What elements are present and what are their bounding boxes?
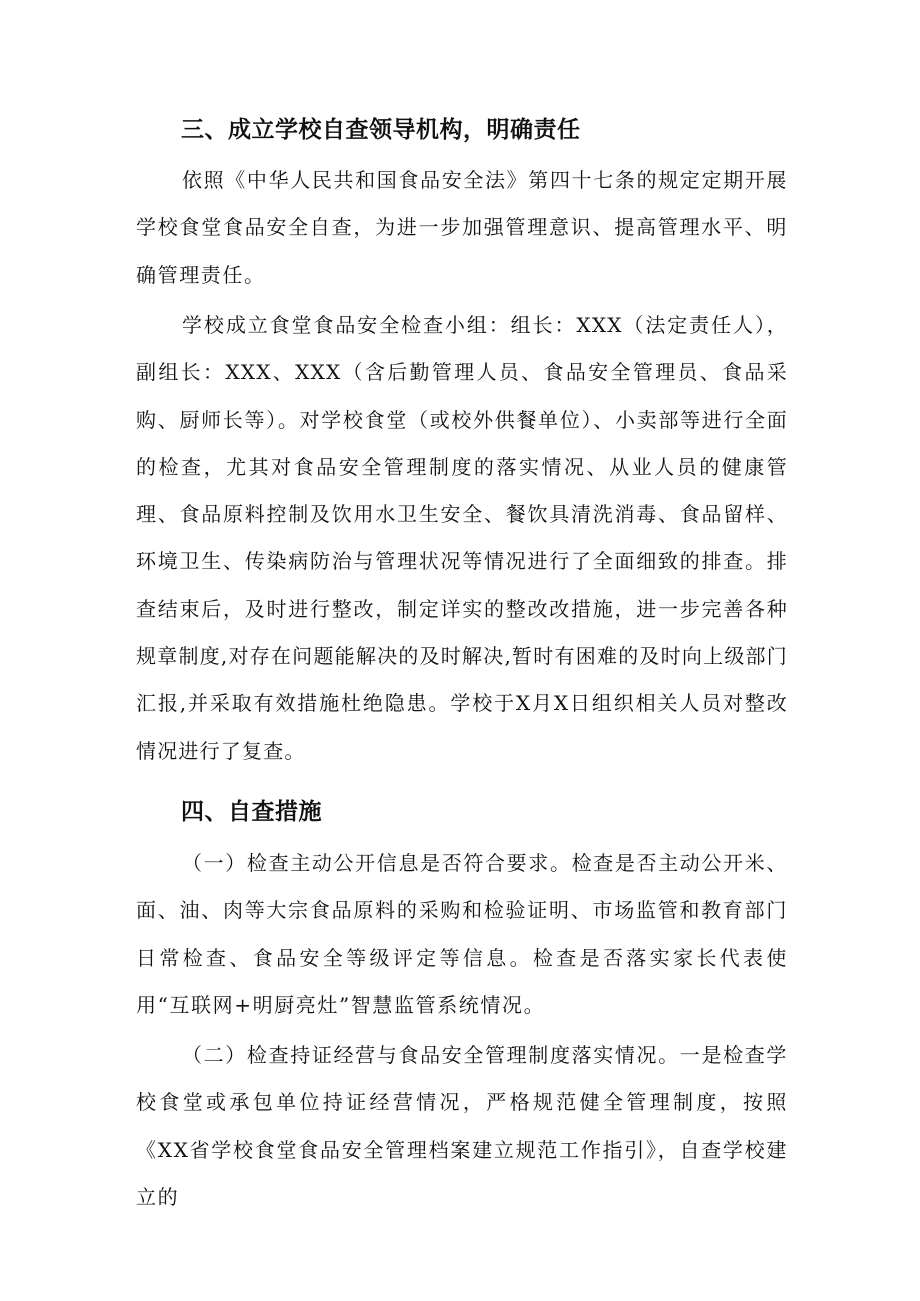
section-3-heading: 三、成立学校自查领导机构，明确责任 [181,117,581,143]
section-3-paragraph-1: 依照《中华人民共和国食品安全法》第四十七条的规定定期开展学校食堂食品安全自查，为进一步加强管理意识、提高管理水平、明确管理责任。 [136,168,788,287]
section-4-paragraph-2: （二）检查持证经营与食品安全管理制度落实情况。一是检查学校食堂或承包单位持证经营情况，严格规范健全管理制度，按照《XX省学校食堂食品安全管理档案建立规范工作指引》，自查学校建立的 [136,1043,788,1209]
section-3-paragraph-2: 学校成立食堂食品安全检查小组：组长：XXX（法定责任人），副组长：XXX、XXX（含后勤管理人员、食品安全管理员、食品采购、厨师长等）。对学校食堂（或校外供餐单位）、小卖部等进行全面的检查，尤其对食品安全管理制度的落实情况、从业人员的健康管理、食品原料控制及饮用水卫生安全、餐饮具清洗消毒、食品留样、环境卫生、传染病防治与管理状况等情况进行了全面细致的排查。排查结束后，及时进行整改，制定详实的整改改措施，进一步完善各种规章制度,对存在问题能解决的及时解决,暂时有困难的及时向上级部门汇报,并采取有效措施杜绝隐患。学校于X月X日组织相关人员对整改情况进行了复查。 [136,313,788,763]
section-4-heading: 四、自查措施 [181,799,322,825]
section-4-paragraph-1: （一）检查主动公开信息是否符合要求。检查是否主动公开米、面、油、肉等大宗食品原料的采购和检验证明、市场监管和教育部门日常检查、食品安全等级评定等信息。检查是否落实家长代表使用“互联网+明厨亮灶”智慧监管系统情况。 [136,851,788,1017]
